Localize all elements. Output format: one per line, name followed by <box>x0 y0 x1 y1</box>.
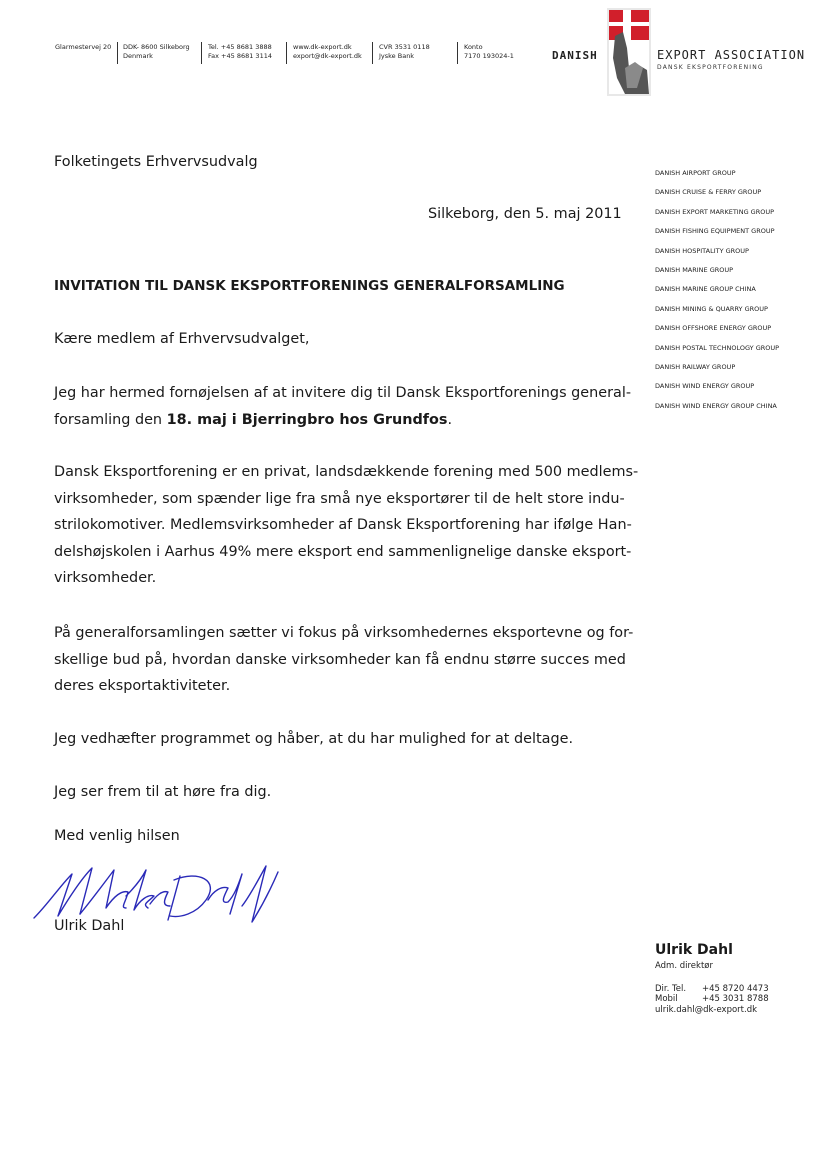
header-divider <box>457 42 458 64</box>
group-item: DANISH RAILWAY GROUP <box>655 362 736 371</box>
recipient: Folketingets Erhvervsudvalg <box>54 154 258 170</box>
address-street: Glarmestervej 20 <box>55 43 112 51</box>
header-phone <box>208 43 272 61</box>
paragraph-line: deres eksportaktiviteter. <box>54 678 231 694</box>
group-item: DANISH HOSPITALITY GROUP <box>655 246 749 255</box>
letter-subject: INVITATION TIL DANSK EKSPORTFORENINGS GENERALFORSAMLING <box>54 278 565 294</box>
paragraph-line: strilokomotiver. Medlemsvirksomheder af Dansk Eksportforening har ifølge Han- <box>54 517 632 533</box>
paragraph-line: skellige bud på, hvordan danske virksomheder kan få endnu større succes med <box>54 651 626 668</box>
logo-flag-icon <box>607 8 651 96</box>
paragraph-4: Jeg vedhæfter programmet og håber, at du har mulighed for at deltage. <box>54 731 574 747</box>
paragraph-line: virksomheder. <box>54 570 157 586</box>
signature-mobil <box>655 994 769 1005</box>
signature-dir-tel <box>655 984 769 995</box>
signature-block <box>655 942 769 1015</box>
mobil-label: Mobil <box>655 994 678 1004</box>
mobil-value: +45 3031 8788 <box>702 994 769 1004</box>
paragraph-5: Jeg ser frem til at høre fra dig. <box>54 784 272 800</box>
group-item: DANISH CRUISE & FERRY GROUP <box>655 188 762 197</box>
header-bank <box>379 43 430 61</box>
group-item: DANISH MARINE GROUP <box>655 265 734 274</box>
header-divider <box>201 42 202 64</box>
group-item: DANISH EXPORT MARKETING GROUP <box>655 207 775 216</box>
paragraph-line: virksomheder, som spænder lige fra små nye eksportører til de helt store indu- <box>54 490 625 507</box>
header-divider <box>286 42 287 64</box>
meeting-date-location: 18. maj i Bjerringbro hos Grundfos <box>166 411 448 428</box>
address-city: DDK- 8600 Silkeborg <box>123 43 190 51</box>
header-account <box>464 43 514 61</box>
paragraph-3 <box>54 620 633 700</box>
phone-fax: Fax +45 8681 3114 <box>208 52 272 60</box>
salutation: Kære medlem af Erhvervsudvalget, <box>54 331 310 347</box>
paragraph-line: På generalforsamlingen sætter vi fokus på virksomhedernes eksportevne og for- <box>54 625 634 641</box>
paragraph-line: Dansk Eksportforening er en privat, landsdækkende forening med 500 medlems- <box>54 464 639 480</box>
paragraph-line: Jeg har hermed fornøjelsen af at invitere dig til Dansk Eksportforenings general- <box>54 385 632 401</box>
header-city <box>123 43 190 61</box>
group-item: DANISH WIND ENERGY GROUP CHINA <box>655 401 777 410</box>
logo-subtitle: DANSK EKSPORTFORENING <box>657 64 764 71</box>
signature-name: Ulrik Dahl <box>655 942 733 958</box>
bank-cvr: CVR 3531 0118 <box>379 43 430 51</box>
group-item: DANISH AIRPORT GROUP <box>655 169 736 177</box>
closing: Med venlig hilsen <box>54 828 180 844</box>
paragraph-line <box>54 407 631 434</box>
group-item: DANISH FISHING EQUIPMENT GROUP <box>655 227 775 236</box>
header-divider <box>117 42 118 64</box>
group-item: DANISH WIND ENERGY GROUP <box>655 382 755 391</box>
signature-title: Adm. direktør <box>655 961 713 971</box>
signature-email: ulrik.dahl@dk-export.dk <box>655 1004 758 1015</box>
letter-date: Silkeborg, den 5. maj 2011 <box>428 206 622 222</box>
account-number: 7170 193024-1 <box>464 52 514 60</box>
address-country: Denmark <box>123 52 153 60</box>
signer-name: Ulrik Dahl <box>54 918 125 934</box>
bank-name: Jyske Bank <box>379 52 415 60</box>
group-item: DANISH MARINE GROUP CHINA <box>655 285 756 294</box>
para1-prefix: forsamling den <box>54 411 167 428</box>
logo-right-word: EXPORT ASSOCIATION <box>657 48 806 62</box>
phone-tel: Tel. +45 8681 3888 <box>208 43 272 51</box>
para1-suffix: . <box>447 411 453 428</box>
header-web <box>293 43 362 61</box>
paragraph-line: delshøjskolen i Aarhus 49% mere eksport end sammenlignelige danske eksport- <box>54 543 632 560</box>
dir-tel-label: Dir. Tel. <box>655 983 687 994</box>
web-url: www.dk-export.dk <box>293 43 352 51</box>
account-label: Konto <box>464 43 483 51</box>
paragraph-1 <box>54 380 631 433</box>
paragraph-2 <box>54 459 638 592</box>
header-address <box>55 43 111 52</box>
group-list <box>655 168 779 420</box>
group-item: DANISH OFFSHORE ENERGY GROUP <box>655 324 772 333</box>
logo-left-word: DANISH <box>552 49 598 62</box>
web-email: export@dk-export.dk <box>293 52 362 60</box>
group-item: DANISH POSTAL TECHNOLOGY GROUP <box>655 343 780 352</box>
group-item: DANISH MINING & QUARRY GROUP <box>655 304 768 313</box>
header-divider <box>372 42 373 64</box>
dir-tel-value: +45 8720 4473 <box>702 983 769 994</box>
